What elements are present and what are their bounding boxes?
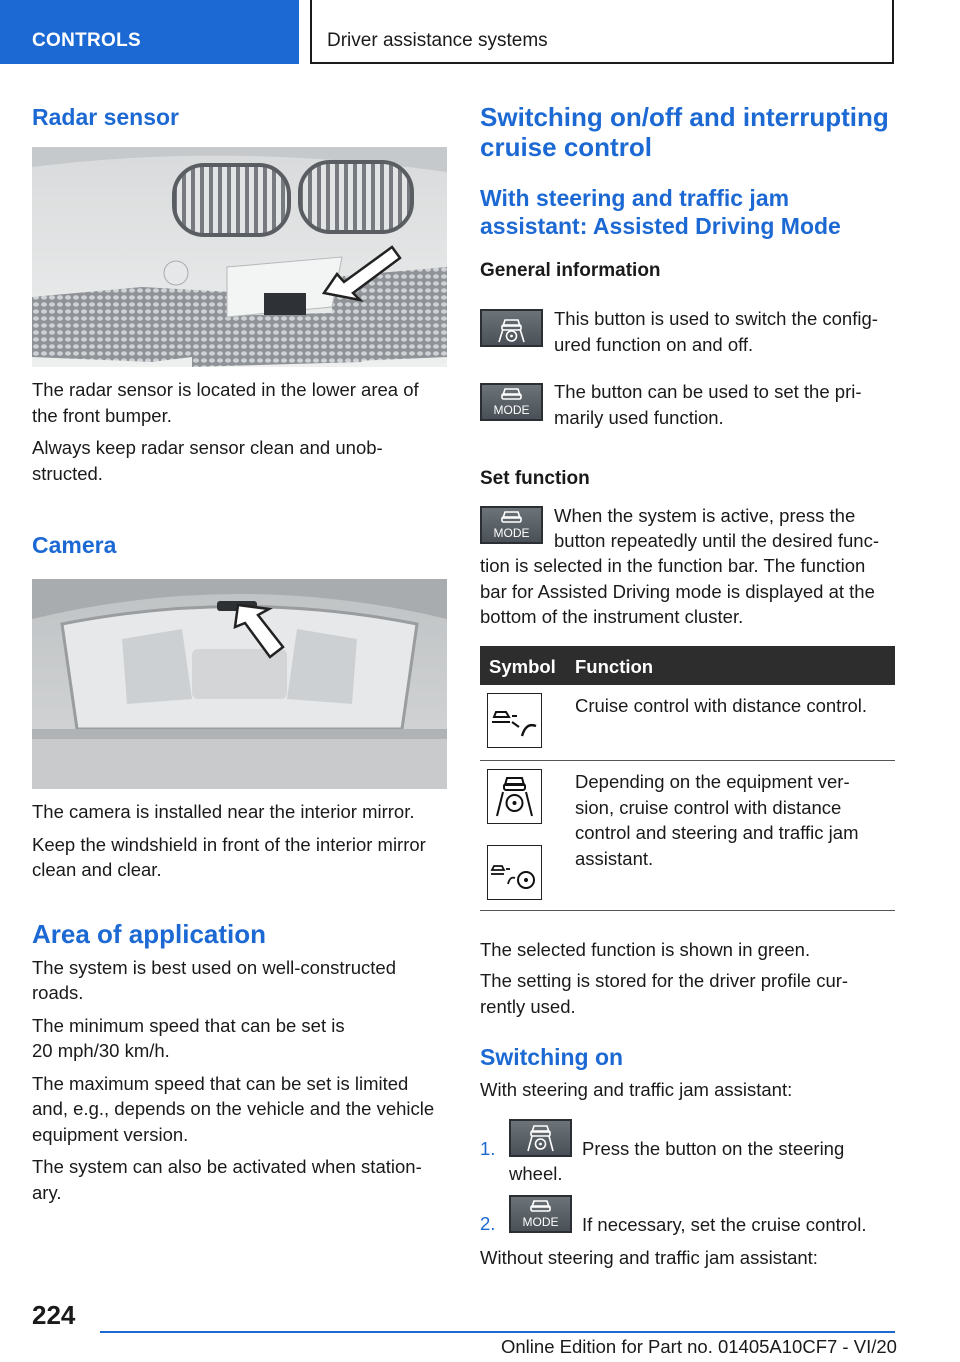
switching-on-intro: With steering and traffic jam assistant: (480, 1079, 793, 1100)
mode-icon (480, 383, 543, 421)
camera-heading: Camera (32, 532, 117, 558)
left-column (32, 100, 447, 1205)
set-function-text-a: When the system is active, press the (554, 505, 856, 526)
set-function-text-c: tion is selected in the function bar. The function bar for Assisted Driving mode is displayed at the bottom of the instrument cluster. (480, 555, 875, 627)
section-label: CONTROLS (32, 30, 142, 51)
step1-text: Press the button on the steering (582, 1138, 845, 1159)
radar-paragraph-1: The radar sensor is located in the lower area of the front bumper. (32, 379, 419, 426)
mode-icon (509, 1195, 572, 1233)
mode-icon (480, 506, 543, 544)
set-function-heading: Set function (480, 468, 590, 489)
radar-paragraph-2: Always keep radar sensor clean and unob‐structed. (32, 437, 383, 484)
steering-assist-icon (509, 1119, 572, 1157)
mode-icon-label: MODE (493, 526, 530, 540)
radar-sensor-image (32, 147, 447, 367)
table-row-divider (480, 760, 895, 761)
step2-text: If necessary, set the cruise control. (582, 1214, 867, 1235)
area-paragraph-4: The system can also be activated when station‐ary. (32, 1156, 422, 1203)
switching-on-heading: Switching on (480, 1044, 624, 1070)
steering-assist-icon (480, 309, 543, 347)
step2-number: 2. (480, 1213, 496, 1234)
general-info-heading: General information (480, 260, 661, 281)
mode-icon-label: MODE (522, 1215, 559, 1229)
general-button1-text: This button is used to switch the config‐ured function on and off. (554, 308, 878, 355)
function-table-header (480, 646, 895, 685)
radar-heading: Radar sensor (32, 104, 180, 130)
step1-text-cont: wheel. (509, 1163, 563, 1184)
set-function-text-b: button repeatedly until the desired func‐ (554, 530, 879, 551)
steering-wheel-icon (487, 845, 542, 900)
mode-icon-label: MODE (493, 403, 530, 417)
chapter-title: Driver assistance systems (327, 30, 548, 51)
right-column-top (480, 102, 895, 282)
table-row2-function: Depending on the equipment ver‐sion, cruise control with distance control and steering and traffic jam assistant. (575, 771, 859, 869)
camera-paragraph-1: The camera is installed near the interior mirror. (32, 801, 415, 822)
area-heading: Area of application (32, 918, 267, 949)
step1-number: 1. (480, 1138, 496, 1159)
table-bottom-rule (480, 910, 895, 911)
page-number: 224 (32, 1300, 76, 1330)
edition-text: Online Edition for Part no. 01405A10CF7 - VI/20 (501, 1336, 897, 1357)
area-paragraph-1: The system is best used on well-constructed roads. (32, 956, 396, 1003)
assisted-driving-heading: With steering and traffic jam assistant: Assisted Driving Mode (480, 185, 841, 239)
switch-heading: Switching on/off and interrupting cruise control (480, 102, 889, 162)
area-paragraph-2: The minimum speed that can be set is 20 mph/30 km/h. (32, 1014, 345, 1061)
page-header (0, 0, 960, 64)
camera-image (32, 579, 447, 789)
symbol-column-header: Symbol (489, 656, 556, 677)
function-column-header: Function (575, 656, 654, 677)
green-text: The selected function is shown in green. (480, 939, 811, 960)
footer-rule (100, 1331, 895, 1333)
cruise-distance-icon (487, 693, 542, 748)
section-tab (0, 0, 299, 64)
camera-paragraph-2: Keep the windshield in front of the interior mirror clean and clear. (32, 833, 426, 880)
steering-assist-icon (487, 769, 542, 824)
chapter-title-box (311, 0, 894, 64)
area-paragraph-3: The maximum speed that can be set is limited and, e.g., depends on the vehicle and the vehicle equipment version. (32, 1072, 435, 1145)
without-text: Without steering and traffic jam assistant: (480, 1247, 818, 1268)
table-row1-function: Cruise control with distance control. (575, 695, 868, 716)
general-button2-text: The button can be used to set the pri‐marily used function. (554, 381, 862, 428)
stored-text: The setting is stored for the driver profile cur‐rently used. (480, 970, 849, 1017)
